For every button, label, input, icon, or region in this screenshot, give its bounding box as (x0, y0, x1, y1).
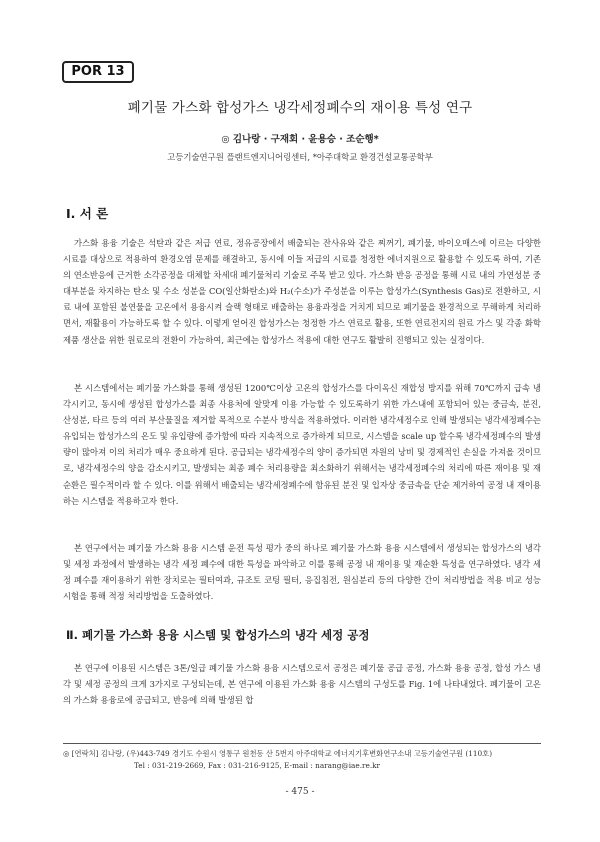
footnote-contact: ◎ [연락처] 김나랑, (우)443-749 경기도 수원시 영통구 원천동 산 5번지 아주대학교 에너지기후변화연구소내 고등기술연구원 (110호) (63, 749, 493, 758)
intro-paragraph-1: 가스화 용융 기술은 석탄과 같은 저급 연료, 정유공장에서 배출되는 잔사유와 같은 찌꺼기, 폐기물, 바이오매스에 이르는 다양한 시료를 대상으로 적용하여 환경오염 문제를 해결하고, 동시에 이들 저급의 시료를 청정한 에너지원으로 활용할 수 있도록 하여, 기존의 연소반응에 근거한 소각공정을 대체할 차세대 폐기물처리 기술로 주목 받고 있다. 가스화 반응 공정을 통해 시료 내의 가연성분 중 대부분을 차지하는 탄소 및 수소 성분을 CO(일산화탄소)와 H₂(수소)가 주성분을 이루는 합성가스(Synthesis Gas)로 전환하고, 시료 내에 포함된 불연물을 고온에서 용융시켜 슬랙 형태로 배출하는 용융과정을 거치게 되므로 폐기물을 환경적으로 무해하게 처리하면서, 재활용이 가능하도록 할 수 있다. 이렇게 얻어진 합성가스는 청정한 가스 연료로 활용, 또한 연료전지의 원료 가스 및 각종 화학제품 생산을 위한 원료로의 전환이 가능하여, 최근에는 합성가스 적용에 대한 연구도 활발히 진행되고 있는 실정이다. (63, 238, 541, 345)
page-number: - 475 - (285, 787, 315, 797)
intro-paragraph-3: 본 연구에서는 폐기물 가스화 용융 시스템 운전 특성 평가 중의 하나로 폐기물 가스화 용융 시스템에서 생성되는 합성가스의 냉각 및 세정 과정에서 발생하는 냉각 세정 폐수에 대한 특성을 파악하고 이를 통해 공정 내 재이용 및 재순환 특성을 연구하였다. 냉각 세정 폐수를 재이용하기 위한 장치로는 필터여과, 규조토 코팅 필터, 응집침전, 원심분리 등의 다양한 간이 처리방법을 적용 비교 성능시험을 통해 적정 처리방법을 도출하였다. (63, 543, 541, 602)
author-list: ◎ 김나랑 · 구재회 · 윤용승 · 조순행* (221, 134, 379, 145)
footnote-divider (63, 743, 541, 744)
footnote-contact-details: Tel : 031-219-2669, Fax : 031-216-9125, E-mail : narang@iae.re.kr (134, 761, 381, 770)
session-badge: POR 13 (62, 61, 134, 83)
system-paragraph-1: 본 연구에 이용된 시스템은 3톤/일급 폐기물 가스화 용융 시스템으로서 공정은 폐기물 공급 공정, 가스화 용융 공정, 합성 가스 냉각 및 세정 공정의 크게 3가지로 구성되는데, 본 연구에 이용된 가스화 용융 시스템의 구성도를 Fig. 1에 나타내었다. 폐기물이 고온의 가스화 용융로에 공급되고, 반응에 의해 발생된 합 (63, 663, 541, 706)
paper-title: 폐기물 가스화 합성가스 냉각세정폐수의 재이용 특성 연구 (127, 100, 473, 116)
section-heading-system: Ⅱ. 폐기물 가스화 용융 시스템 및 합성가스의 냉각 세정 공정 (66, 628, 370, 642)
affiliation: 고등기술연구원 플랜트엔지니어링센터, *아주대학교 환경건설교통공학부 (167, 152, 433, 162)
section-heading-introduction: Ⅰ. 서 론 (66, 206, 109, 221)
intro-paragraph-2: 본 시스템에서는 폐기물 가스화를 통해 생성된 1200℃이상 고온의 합성가스를 다이옥신 재합성 방지를 위해 70℃까지 급속 냉각시키고, 동시에 생성된 합성가스를 최종 사용처에 알맞게 이용 가능할 수 있도록하기 위한 가스내에 포함되어 있는 중금속, 분진, 산성분, 타르 등의 여러 부산물질을 제거할 목적으로 수분사 방식을 적용하였다. 이러한 냉각세정수로 인해 발생되는 냉각세정폐수는 유입되는 합성가스의 온도 및 유입량에 증가함에 따라 지속적으로 증가하게 되므로, 시스템을 scale up 할수록 냉각세정폐수의 발생량이 많아져 이의 처리가 매우 중요하게 된다. 공급되는 냉각세정수의 양이 증가되면 자원의 낭비 및 경제적인 손실을 가져올 것이므로, 냉각세정수의 양을 감소시키고, 발생되는 최종 폐수 처리용량을 최소화하기 위해서는 냉각세정폐수의 처리에 따른 재이용 및 재순환은 필수적이라 할 수 있다. 이를 위해서 배출되는 냉각세정폐수에 함유된 분진 및 입자상 중금속을 단순 제거하여 공정 내 재이용하는 시스템을 적용하고자 한다. (63, 383, 541, 506)
